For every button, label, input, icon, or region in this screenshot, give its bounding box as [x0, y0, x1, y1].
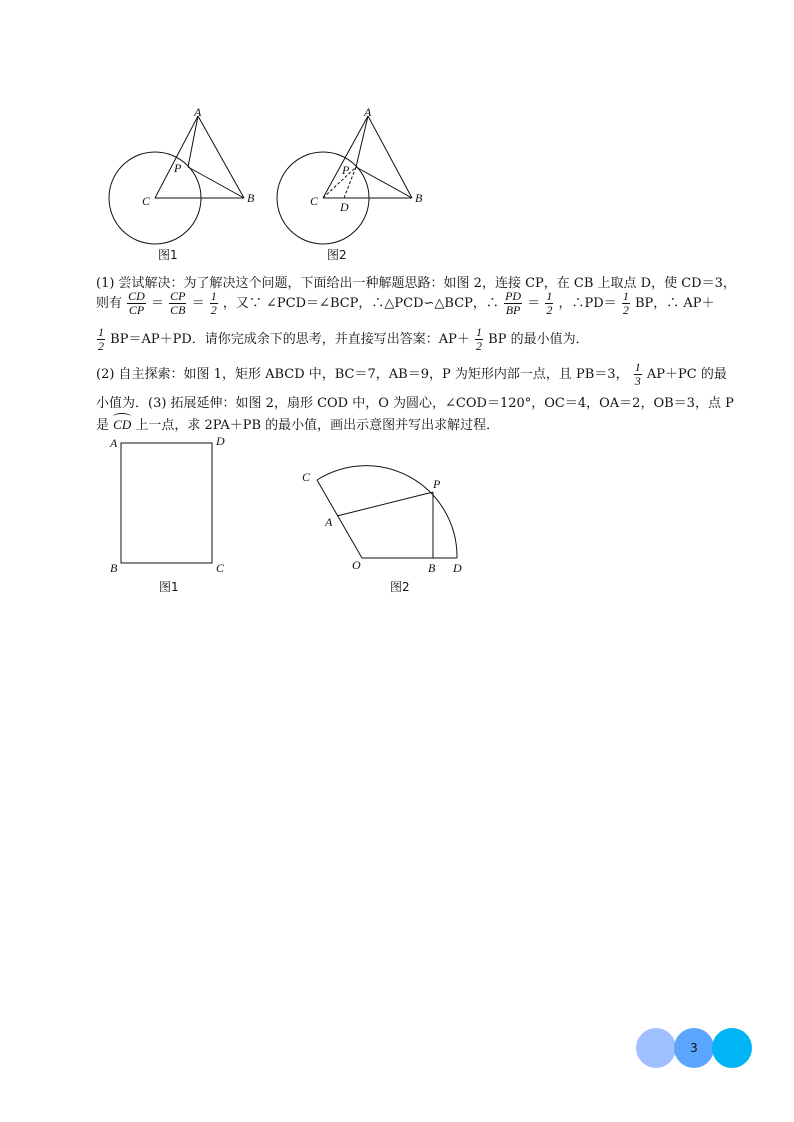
bottom-fig2-label-p: P [433, 477, 441, 491]
badge-circle-left [636, 1028, 676, 1068]
part2-line2 [96, 392, 734, 411]
bottom-fig1-label-c: C [216, 561, 225, 575]
part1-ap-text: BP，∴ AP＋ [634, 296, 715, 311]
equals-3: ＝ [527, 296, 541, 311]
top-figure-2 [277, 116, 412, 244]
rectangle-abcd [121, 443, 212, 563]
top-figure-1 [109, 116, 244, 244]
part1-pd-text: ，∴PD＝ [558, 296, 617, 311]
bottom-fig1-caption: 图1 [159, 580, 179, 594]
part3-shi: 是 [96, 418, 110, 433]
top-fig1-label-c: C [142, 194, 151, 208]
bottom-fig1-label-a: A [110, 436, 118, 450]
page-number: 3 [690, 1041, 698, 1055]
part1-conclusion-text: BP＝AP＋PD．请你完成余下的思考，并直接写出答案：AP＋ [110, 332, 470, 347]
bottom-fig2-label-a: A [325, 515, 333, 529]
part1-line1 [96, 272, 736, 291]
bottom-fig2-label-c: C [302, 470, 311, 484]
segment-ap [188, 116, 198, 167]
fraction-half-3: $\frac{1}{2}$ [622, 289, 629, 317]
top-fig1-label-b: B [247, 191, 255, 205]
part1-answer-text: BP 的最小值为． [488, 332, 589, 347]
badge-circle-right [712, 1028, 752, 1068]
fraction-half-1: $\frac{1}{2}$ [210, 289, 217, 317]
bottom-fig1-label-b: B [110, 561, 118, 575]
top-fig2-label-c: C [310, 194, 319, 208]
top-fig1-caption: 图1 [158, 248, 178, 262]
bottom-fig2-label-o: O [352, 558, 361, 572]
radius-oc [317, 480, 362, 558]
segment-cp-dashed [323, 167, 356, 198]
bottom-fig2-label-b: B [428, 561, 436, 575]
part1-intro-text: (1) 尝试解决：为了解决这个问题，下面给出一种解题思路：如图 2，连接 CP，在 CB 上取点 D，使 CD＝3， [96, 276, 736, 291]
fraction-cp-cb: $\frac{CP}{CB}$ [170, 289, 186, 317]
part3-question-text: 上一点，求 2PA＋PB 的最小值，画出示意图并写出求解过程． [135, 418, 500, 433]
part1-prefix: 则有 [96, 296, 123, 311]
segment-ac [155, 116, 198, 198]
top-fig2-label-b: B [415, 191, 423, 205]
fraction-third: $\frac{1}{3}$ [634, 360, 641, 388]
segment-pa [337, 492, 433, 516]
top-fig1-label-p: P [174, 161, 182, 175]
fraction-cd-cp: $\frac{CD}{CP}$ [128, 289, 145, 317]
fraction-half-2: $\frac{1}{2}$ [546, 289, 553, 317]
part2-line1 [96, 361, 727, 388]
segment-ac [323, 116, 368, 198]
bottom-fig2-caption: 图2 [390, 580, 410, 594]
page-number-badge [636, 1028, 752, 1068]
top-fig1-label-a: A [194, 105, 202, 119]
equals-1: ＝ [150, 296, 164, 311]
part2-suffix: AP＋PC 的最 [646, 367, 727, 382]
part3-intro-text: 小值为．(3) 拓展延伸：如图 2，扇形 COD 中，O 为圆心，∠COD＝120°，OC＝4，OA＝2，OB＝3，点 P [96, 396, 734, 411]
bottom-fig1-label-d: D [216, 434, 225, 448]
top-fig2-caption: 图2 [327, 248, 347, 262]
top-fig2-label-d: D [340, 200, 349, 214]
segment-ap [356, 116, 368, 167]
part1-line3 [96, 326, 589, 353]
part1-line2 [96, 290, 715, 317]
part1-similarity-text: ，又∵ ∠PCD＝∠BCP，∴△PCD∽△BCP，∴ [222, 296, 499, 311]
equals-2: ＝ [191, 296, 205, 311]
bottom-fig2-label-d: D [453, 561, 462, 575]
fraction-half-4: $\frac{1}{2}$ [98, 325, 104, 353]
top-fig2-label-p: P [342, 163, 350, 177]
top-fig2-label-a: A [364, 105, 372, 119]
part2-prefix: (2) 自主探索：如图 1，矩形 ABCD 中，BC＝7，AB＝9，P 为矩形内部一点，且 PB＝3， [96, 367, 629, 382]
fraction-half-5: $\frac{1}{2}$ [476, 325, 483, 353]
part3-line3 [96, 414, 499, 433]
arc-cd-label: CD [113, 417, 132, 432]
fraction-pd-bp: $\frac{PD}{BP}$ [505, 289, 522, 317]
